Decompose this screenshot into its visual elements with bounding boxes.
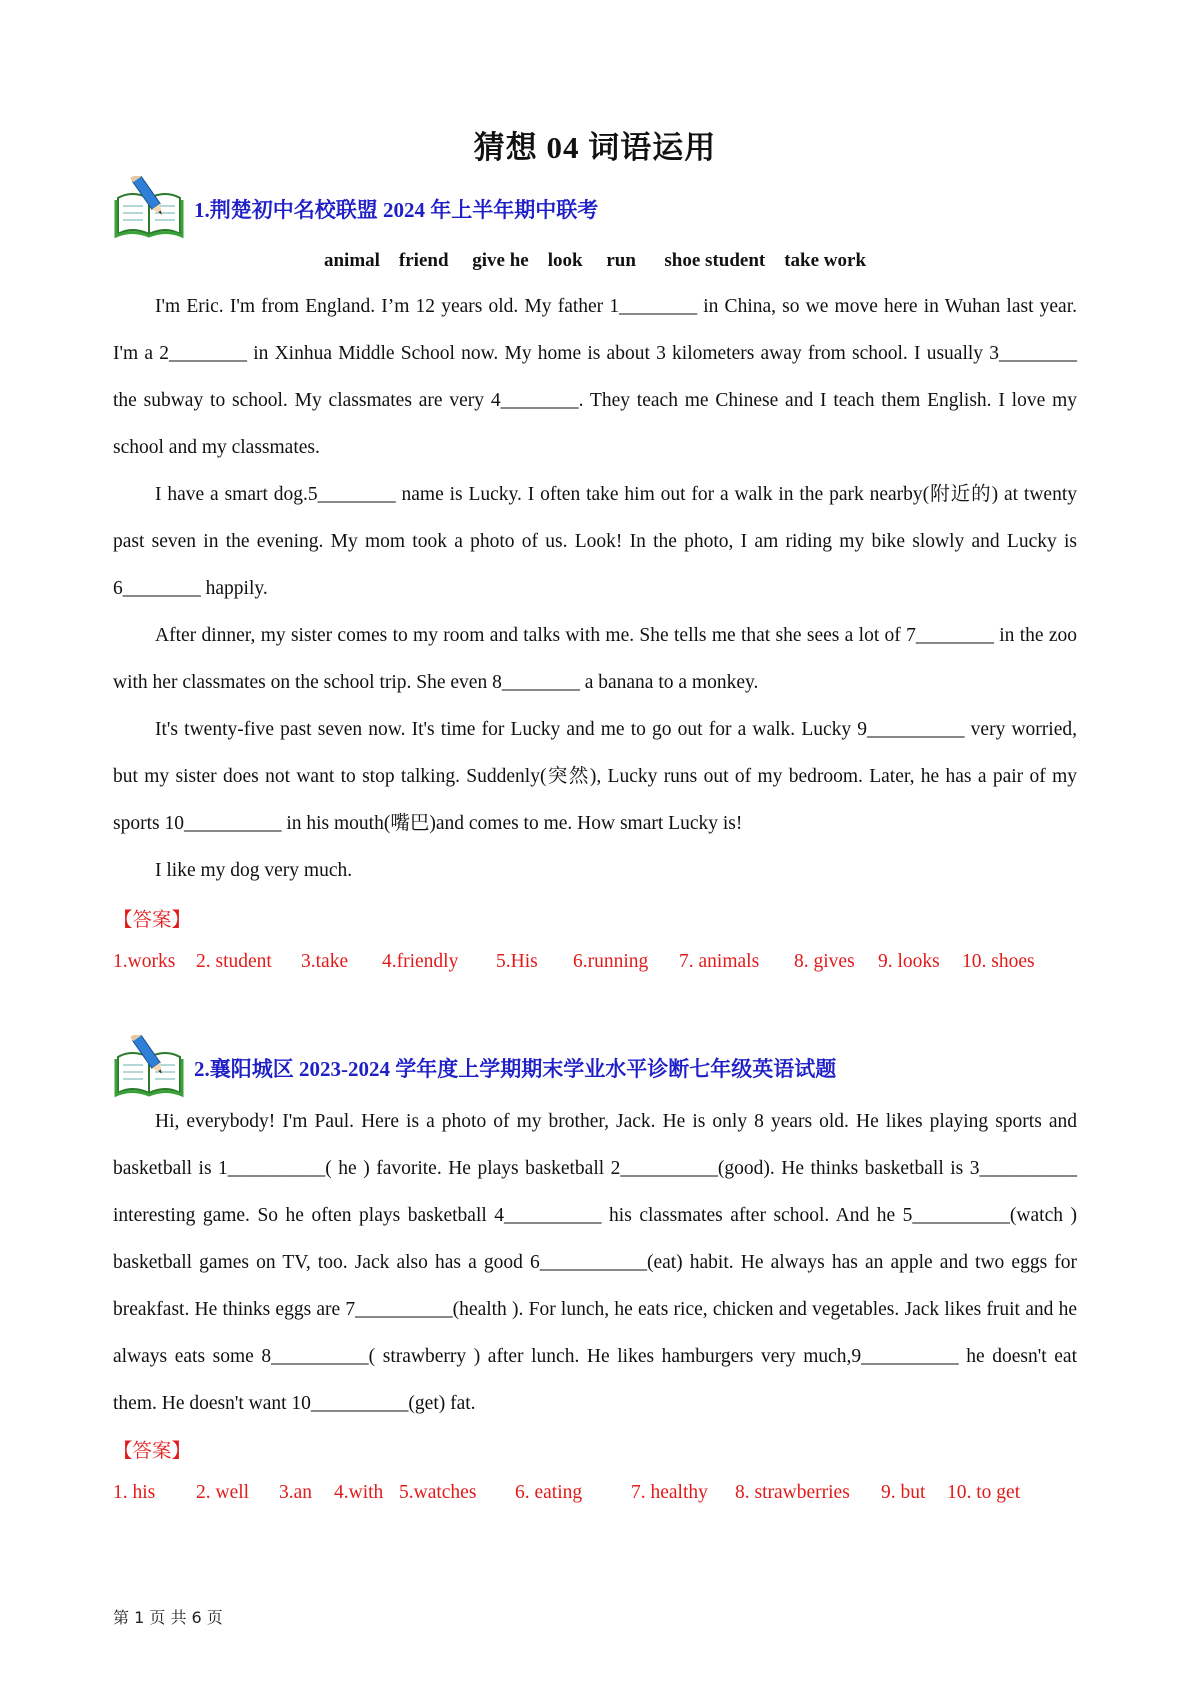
answer-item: 3.an [279,1482,313,1503]
open-book-pencil-icon [114,176,184,240]
page-footer: 第 1 页 共 6 页 [113,1608,223,1627]
answer-item: 9. but [881,1482,926,1503]
answer-item: 4.with [334,1482,384,1503]
answer-item: 4.friendly [382,951,459,972]
passage-paragraph: After dinner, my sister comes to my room and talks with me. She tells me that she sees a lot of 7________ in the zoo with her classmates on the school trip. She even 8________ a banana to a monkey. [113,625,1077,693]
answer-item: 3.take [301,951,349,972]
answer-line [113,951,1077,973]
answer-item: 5.watches [399,1482,477,1503]
answer-item: 2. well [196,1482,250,1503]
answer-item: 10. to get [947,1482,1021,1503]
passage-paragraph: Hi, everybody! I'm Paul. Here is a photo of my brother, Jack. He is only 8 years old. He likes playing sports and basketball is 1__________( he ) favorite. He plays basketball 2__________(good). He thinks basketball is 3__________ interesting game. So he often plays basketball 4__________ his classmates after school. And he 5__________(watch ) basketball games on TV, too. Jack also has a good 6___________(eat) habit. He always has an apple and two eggs for breakfast. He thinks eggs are 7__________(health ). For lunch, he eats rice, chicken and vegetables. Jack likes fruit and he always eats some 8__________( strawberry ) after lunch. He likes hamburgers very much,9__________ he doesn't eat them. He doesn't want 10__________(get) fat. [113,1111,1077,1414]
answer-item: 1.works [113,951,176,972]
section-2-passage [113,1098,1077,1427]
answer-item: 6.running [573,951,649,972]
passage-paragraph: I'm Eric. I'm from England. I’m 12 years old. My father 1________ in China, so we move here in Wuhan last year. I'm a 2________ in Xinhua Middle School now. My home is about 3 kilometers away from school. I usually 3________ the subway to school. My classmates are very 4________. They teach me Chinese and I teach them English. I love my school and my classmates. [113,296,1077,458]
section-2-heading [114,1035,1014,1099]
section-1-heading [114,176,1014,240]
page-title: 猜想 04 词语运用 [473,130,717,165]
passage-paragraph: I have a smart dog.5________ name is Lucky. I often take him out for a walk in the park nearby(附近的) at twenty past seven in the evening. My mom took a photo of us. Look! In the photo, I am riding my bike slowly and Lucky is 6________ happily. [113,484,1077,599]
passage-paragraph: It's twenty-five past seven now. It's time for Lucky and me to go out for a walk. Lucky 9__________ very worried, but my sister does not want to stop talking. Suddenly(突然), Lucky runs out of my bedroom. Later, he has a pair of my sports 10__________ in his mouth(嘴巴)and comes to me. How smart Lucky is! [113,719,1077,834]
answer-item: 8. strawberries [735,1482,850,1503]
answer-item: 9. looks [878,951,940,972]
answer-label: 【答案】 [113,910,192,931]
section-2-title: 2.襄阳城区 2023-2024 学年度上学期期末学业水平诊断七年级英语试题 [194,1057,837,1081]
answer-item: 10. shoes [962,951,1035,972]
answer-item: 1. his [113,1482,156,1503]
section-1-title: 1.荆楚初中名校联盟 2024 年上半年期中联考 [194,198,599,222]
open-book-pencil-icon [114,1035,184,1099]
passage-paragraph: I like my dog very much. [155,860,353,881]
answer-label: 【答案】 [113,1441,192,1462]
answer-item: 5.His [496,951,538,972]
answer-item: 7. healthy [631,1482,708,1503]
word-bank: animal friend give he look run shoe student take work [323,250,867,271]
answer-line [113,1482,1077,1504]
answer-item: 8. gives [794,951,855,972]
answer-item: 2. student [196,951,272,972]
section-1-passage [113,283,1077,894]
answer-item: 6. eating [515,1482,583,1503]
answer-item: 7. animals [679,951,760,972]
